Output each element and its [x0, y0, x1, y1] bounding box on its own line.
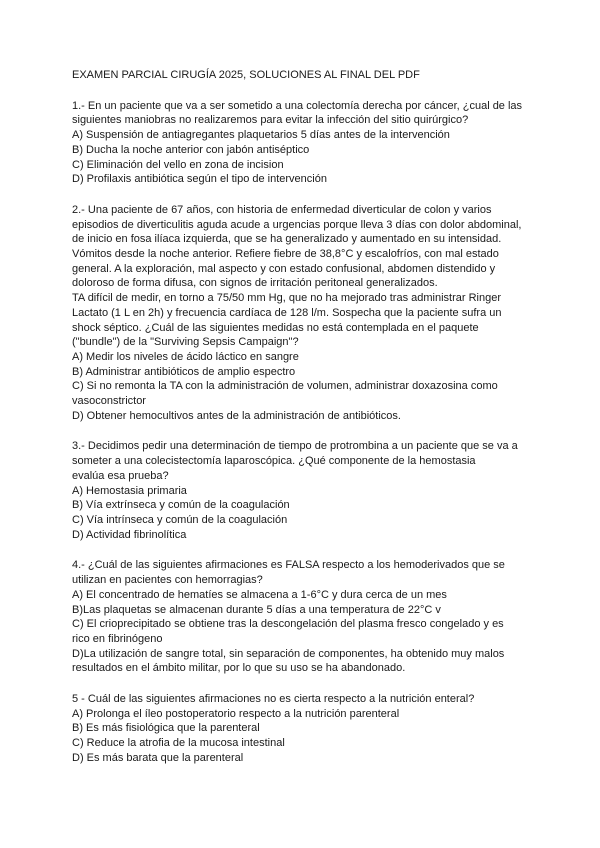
question-2-line: vasoconstrictor: [72, 395, 146, 408]
question-5-line: A) Prolonga el íleo postoperatorio respecto a la nutrición parenteral: [72, 707, 400, 720]
question-1-line: siguientes maniobras no realizaremos para evitar la infección del sitio quirúrgico?: [72, 114, 469, 127]
question-3-line: D) Actividad fibrinolítica: [72, 528, 187, 541]
question-2: [72, 203, 540, 424]
question-2-line: doloroso de forma difusa, con signos de irritación peritoneal generalizados.: [72, 277, 438, 290]
question-4: [72, 558, 540, 676]
question-2-line: general. A la exploración, mal aspecto y con estado confusional, abdomen distendido y: [72, 262, 496, 275]
question-3: [72, 439, 540, 542]
question-3-line: someter a una colecistectomía laparoscópica. ¿Qué componente de la hemostasia: [72, 455, 476, 468]
question-3-line: A) Hemostasia primaria: [72, 484, 187, 497]
question-2-line: TA difícil de medir, en torno a 75/50 mm Hg, que no ha mejorado tras administrar Ringer: [72, 292, 502, 305]
document-title: EXAMEN PARCIAL CIRUGÍA 2025, SOLUCIONES AL FINAL DEL PDF: [72, 69, 420, 81]
question-4-line: 4.- ¿Cuál de las siguientes afirmaciones es FALSA respecto a los hemoderivados que se: [72, 559, 505, 572]
question-5-line: 5 - Cuál de las siguientes afirmaciones no es cierta respecto a la nutrición enteral?: [72, 693, 475, 706]
question-5: [72, 692, 540, 766]
question-4-line: B)Las plaquetas se almacenan durante 5 días a una temperatura de 22°C v: [72, 603, 441, 616]
question-4-line: rico en fibrinógeno: [72, 632, 163, 645]
question-2-line: ("bundle") de la "Surviving Sepsis Campaign"?: [72, 336, 299, 349]
question-2-line: Vómitos desde la noche anterior. Refiere fiebre de 38,8°C y escalofríos, con mal estado: [72, 248, 499, 261]
question-1-line: C) Eliminación del vello en zona de incision: [72, 158, 284, 171]
question-4-line: resultados en el ámbito militar, por lo que su uso se ha abandonado.: [72, 662, 406, 675]
question-4-line: C) El crioprecipitado se obtiene tras la descongelación del plasma fresco congelado y es: [72, 618, 504, 631]
question-1-line: 1.- En un paciente que va a ser sometido a una colectomía derecha por cáncer, ¿cual de las: [72, 99, 523, 112]
question-5-line: C) Reduce la atrofia de la mucosa intestinal: [72, 737, 285, 750]
question-3-line: evalúa esa prueba?: [72, 469, 169, 482]
question-4-line: A) El concentrado de hematíes se almacena a 1-6°C y dura cerca de un mes: [72, 588, 447, 601]
question-1-line: B) Ducha la noche anterior con jabón antiséptico: [72, 143, 310, 156]
question-3-line: C) Vía intrínseca y común de la coagulación: [72, 513, 288, 526]
question-1-line: A) Suspensión de antiagregantes plaquetarios 5 días antes de la intervención: [72, 129, 450, 142]
questions-container: [72, 99, 540, 766]
question-2-line: Lactato (1 L en 2h) y frecuencia cardíaca de 128 l/m. Sospecha que la paciente sufra un: [72, 306, 502, 319]
question-2-line: C) Si no remonta la TA con la administración de volumen, administrar doxazosina como: [72, 380, 498, 393]
question-4-line: utilizan en pacientes con hemorragias?: [72, 574, 263, 587]
question-2-line: A) Medir los niveles de ácido láctico en sangre: [72, 350, 299, 363]
question-4-line: D)La utilización de sangre total, sin separación de componentes, ha obtenido muy malos: [72, 647, 505, 660]
question-2-line: 2.- Una paciente de 67 años, con historia de enfermedad diverticular de colon y varios: [72, 203, 492, 216]
question-1: [72, 99, 540, 187]
question-2-line: D) Obtener hemocultivos antes de la administración de antibióticos.: [72, 409, 401, 422]
question-2-line: shock séptico. ¿Cuál de las siguientes medidas no está contemplada en el paquete: [72, 321, 479, 334]
question-2-line: B) Administrar antibióticos de amplio espectro: [72, 365, 296, 378]
question-5-line: D) Es más barata que la parenteral: [72, 751, 244, 764]
question-2-line: de inicio en fosa ilíaca izquierda, que se ha generalizado y aumentado en su intensidad.: [72, 233, 502, 246]
question-1-line: D) Profilaxis antibiótica según el tipo de intervención: [72, 173, 327, 186]
question-3-line: B) Vía extrínseca y común de la coagulación: [72, 499, 290, 512]
question-5-line: B) Es más fisiológica que la parenteral: [72, 722, 260, 735]
question-3-line: 3.- Decidimos pedir una determinación de tiempo de protrombina a un paciente que se va a: [72, 440, 518, 453]
question-2-line: episodios de diverticulitis aguda acude a urgencias porque lleva 3 días con dolor abdominal,: [72, 218, 522, 231]
